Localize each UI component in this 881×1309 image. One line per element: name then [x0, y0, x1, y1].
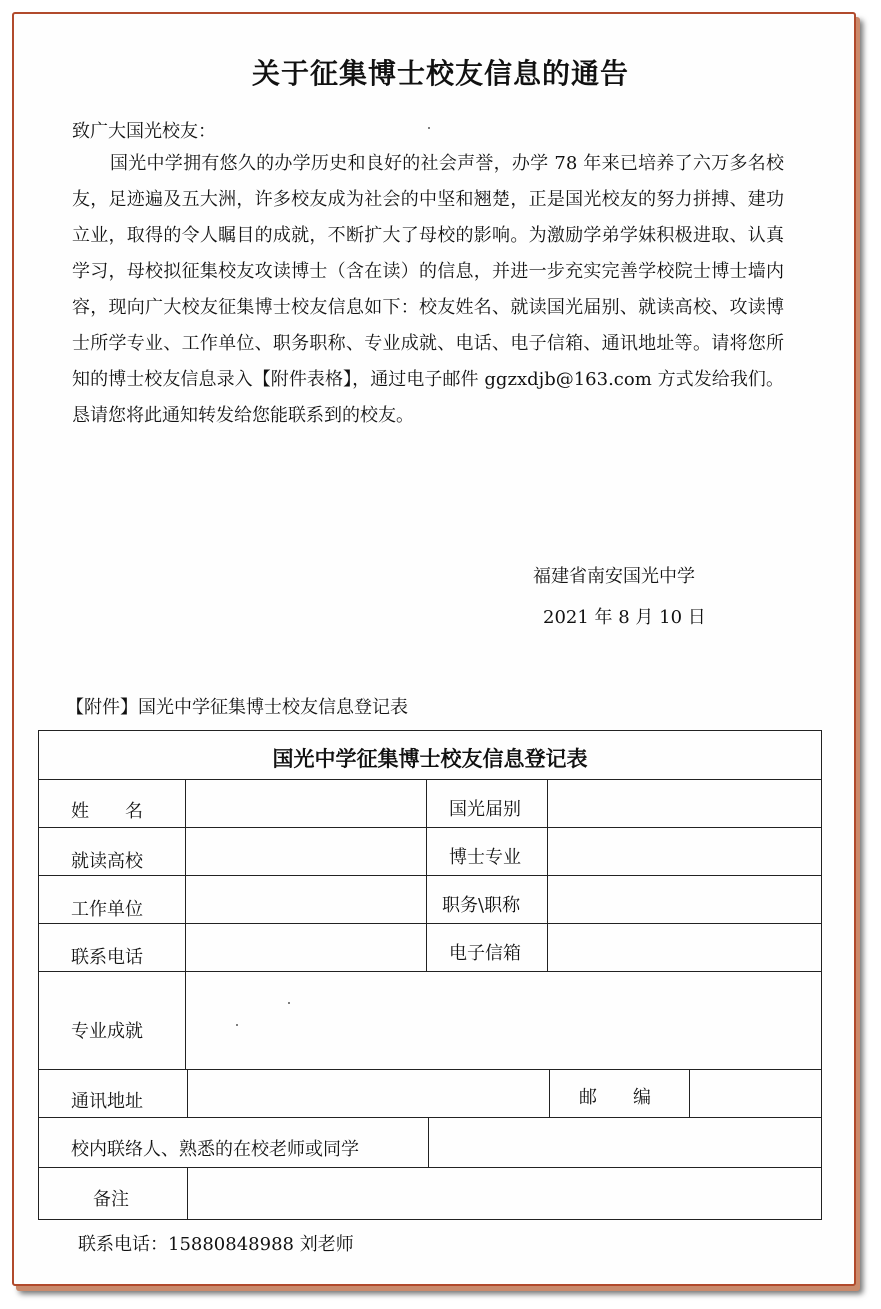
form-divider — [39, 875, 821, 876]
remarks-field[interactable] — [189, 1169, 819, 1217]
form-divider — [39, 971, 821, 972]
phone-field[interactable] — [187, 925, 425, 970]
school-contact-label: 校内联络人、熟悉的在校老师或同学 — [71, 1139, 359, 1160]
phone-label: 联系电话 — [71, 947, 143, 968]
class-year-field[interactable] — [549, 781, 819, 826]
signature-org: 福建省南安国光中学 — [533, 566, 695, 587]
class-year-label: 国光届别 — [449, 799, 521, 820]
address-field[interactable] — [189, 1071, 547, 1116]
email-label: 电子信箱 — [449, 943, 521, 964]
school-contact-field[interactable] — [430, 1119, 819, 1166]
form-divider — [187, 1167, 188, 1219]
form-divider — [689, 1069, 690, 1117]
form-divider — [39, 1069, 821, 1070]
registration-form — [38, 730, 822, 1220]
contact-info: 联系电话：15880848988 刘老师 — [78, 1234, 354, 1255]
employer-label: 工作单位 — [71, 899, 143, 920]
form-divider — [428, 1117, 429, 1167]
form-divider — [39, 779, 821, 780]
scan-speck — [288, 1002, 290, 1004]
form-title: 国光中学征集博士校友信息登记表 — [272, 747, 588, 771]
form-divider — [549, 1069, 550, 1117]
salutation: 致广大国光校友： — [72, 121, 216, 142]
university-field[interactable] — [187, 829, 425, 874]
name-label: 姓 名 — [71, 801, 143, 822]
notice-body: 国光中学拥有悠久的办学历史和良好的社会声誉，办学 78 年来已培养了六万多名校友，足迹遍及五大洲，许多校友成为社会的中坚和翘楚，正是国光校友的努力拼搏、建功立业，取得的令人瞩目的成就，不断扩大了母校的影响。为激励学弟学妹积极进取、认真学习，母校拟征集校友攻读博士（含在读）的信息，并进一步充实完善学校院士博士墙内容，现向广大校友征集博士校友信息如下：校友姓名、就读国光届别、就读高校、攻读博士所学专业、工作单位、职务职称、专业成就、电话、电子信箱、通讯地址等。请将您所知的博士校友信息录入【附件表格】，通过电子邮件 ggzxdjb@163.com 方式发给我们。恳请您将此通知转发给您能联系到的校友。 — [72, 153, 784, 426]
address-label: 通讯地址 — [71, 1091, 143, 1112]
notice-title: 关于征集博士校友信息的通告 — [251, 57, 629, 90]
form-divider — [185, 779, 186, 1069]
form-divider — [39, 827, 821, 828]
remarks-label: 备注 — [93, 1189, 129, 1210]
form-divider — [39, 1117, 821, 1118]
scan-speck — [236, 1024, 238, 1026]
scan-speck — [428, 127, 430, 129]
position-label: 职务\职称 — [442, 895, 521, 916]
phd-major-label: 博士专业 — [449, 847, 521, 868]
email-field[interactable] — [549, 925, 819, 970]
achievements-label: 专业成就 — [71, 1021, 143, 1042]
name-field[interactable] — [187, 781, 425, 826]
form-divider — [187, 1069, 188, 1117]
postcode-field[interactable] — [691, 1071, 819, 1116]
form-divider — [39, 1167, 821, 1168]
form-divider — [547, 779, 548, 971]
university-label: 就读高校 — [71, 851, 143, 872]
form-divider — [39, 923, 821, 924]
attachment-label: 【附件】国光中学征集博士校友信息登记表 — [66, 697, 408, 718]
achievements-field[interactable] — [187, 973, 819, 1068]
employer-field[interactable] — [187, 877, 425, 922]
postcode-label: 邮 编 — [579, 1087, 651, 1108]
position-field[interactable] — [549, 877, 819, 922]
phd-major-field[interactable] — [549, 829, 819, 874]
form-divider — [426, 779, 427, 971]
signature-date: 2021 年 8 月 10 日 — [543, 607, 706, 628]
